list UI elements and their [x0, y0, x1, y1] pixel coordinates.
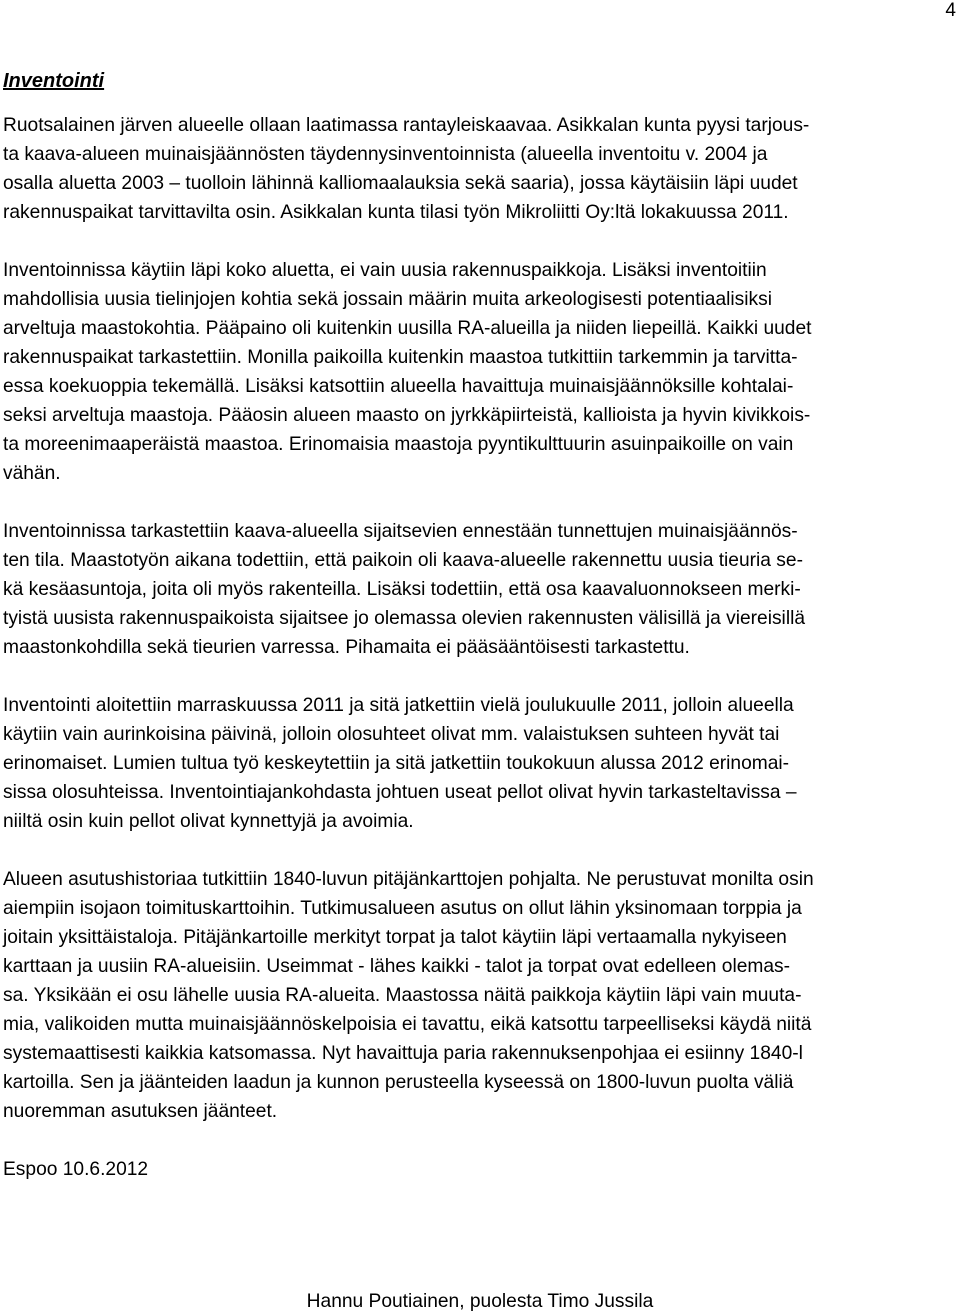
section-heading: Inventointi [3, 70, 105, 92]
paragraph-timing: Inventointi aloitettiin marraskuussa 2011 ja sitä jatkettiin vielä joulukuulle 2011, jolloin alueella käytiin vain aurinkoisina päivinä, jolloin olosuhteet olivat mm. valaistuksen suhteen hyvät tai erinomaiset. Lumien tultua työ keskeytettiin ja sitä jatkettiin toukokuun alussa 2012 erinomai- sissa olosuhteissa. Inventointiajankohdasta johtuen useat pellot olivat hyvin tarkasteltavissa – niiltä osin kuin pellot olivat kynnettyjä ja avoimia. [3, 695, 797, 832]
paragraph-settlement-history: Alueen asutushistoriaa tutkittiin 1840-luvun pitäjänkarttojen pohjalta. Ne perustuvat monilta osin aiempiin isojaon toimituskarttoihin. Tutkimusalueen asutus on ollut lähin yksinomaan torppia ja joitain yksittäistaloja. Pitäjänkartoille merkityt torpat ja talot käytiin läpi vertaamalla nykyiseen karttaan ja uusiin RA-alueisiin. Useimmat - lähes kaikki - talot ja torpat ovat edelleen olemas- sa. Yksikään ei osu lähelle uusia RA-alueita. Maastossa näitä paikkoja käytiin läpi vain muuta- mia, valikoiden mutta muinaisjäännöskelpoisia ei tavattu, eikä katsottu tarpeelliseksi käydä niitä systemaattisesti kaikkia katsomassa. Nyt havaittuja paria rakennuksenpohjaa ei esiinny 1840-l kartoilla. Sen ja jäänteiden laadun ja kunnon perusteella kyseessä on 1800-luvun puolta väliä nuoremman asutuksen jäänteet. [3, 869, 814, 1122]
page-number: 4 [945, 0, 956, 21]
place-date: Espoo 10.6.2012 [3, 1159, 149, 1180]
document-body [3, 67, 955, 1184]
paragraph-known-sites: Inventoinnissa tarkastettiin kaava-alueella sijaitsevien ennestään tunnettujen muinaisjäännös- ten tila. Maastotyön aikana todettiin, että paikoin oli kaava-alueelle rakennettu uusia tieuria se- kä kesäasuntoja, joita oli myös rakenteilla. Lisäksi todettiin, että osa kaavaluonnokseen merki- tyistä uusista rakennuspaikoista sijaitsee jo olemassa olevien rakennusten välisillä ja viereisillä maastonkohdilla sekä tieurien varressa. Pihamaita ei pääsääntöisesti tarkastettu. [3, 521, 806, 658]
signature: Hannu Poutiainen, puolesta Timo Jussila [306, 1291, 654, 1312]
paragraph-intro: Ruotsalainen järven alueelle ollaan laatimassa rantayleiskaavaa. Asikkalan kunta pyysi tarjous- ta kaava-alueen muinaisjäännösten täydennysinventoinnista (alueella inventoitu v. 2004 ja osalla aluetta 2003 – tuolloin lähinnä kalliomaalauksia sekä saaria), jossa käytäisiin läpi uudet rakennuspaikat tarvittavilta osin. Asikkalan kunta tilasi työn Mikroliitti Oy:ltä lokakuussa 2011. [3, 115, 810, 223]
paragraph-inventory-scope: Inventoinnissa käytiin läpi koko aluetta, ei vain uusia rakennuspaikkoja. Lisäksi inventoitiin mahdollisia uusia tielinjojen kohtia sekä jossain määrin muita arkeologisesti potentiaalisiksi arveltuja maastokohtia. Pääpaino oli kuitenkin uusilla RA-alueilla ja niiden liepeillä. Kaikki uudet rakennuspaikat tarkastettiin. Monilla paikoilla kuitenkin maastoa tutkittiin tarkemmin ja tarvitta- essa koekuoppia tekemällä. Lisäksi katsottiin alueella havaittuja muinaisjäännöksille kohtalai- seksi arveltuja maastoja. Pääosin alueen maasto on jyrkkäpiirteistä, kallioista ja hyvin kivikkois- ta moreenimaaperäistä maastoa. Erinomaisia maastoja pyyntikulttuurin asuinpaikoille on vain vähän. [3, 260, 812, 484]
